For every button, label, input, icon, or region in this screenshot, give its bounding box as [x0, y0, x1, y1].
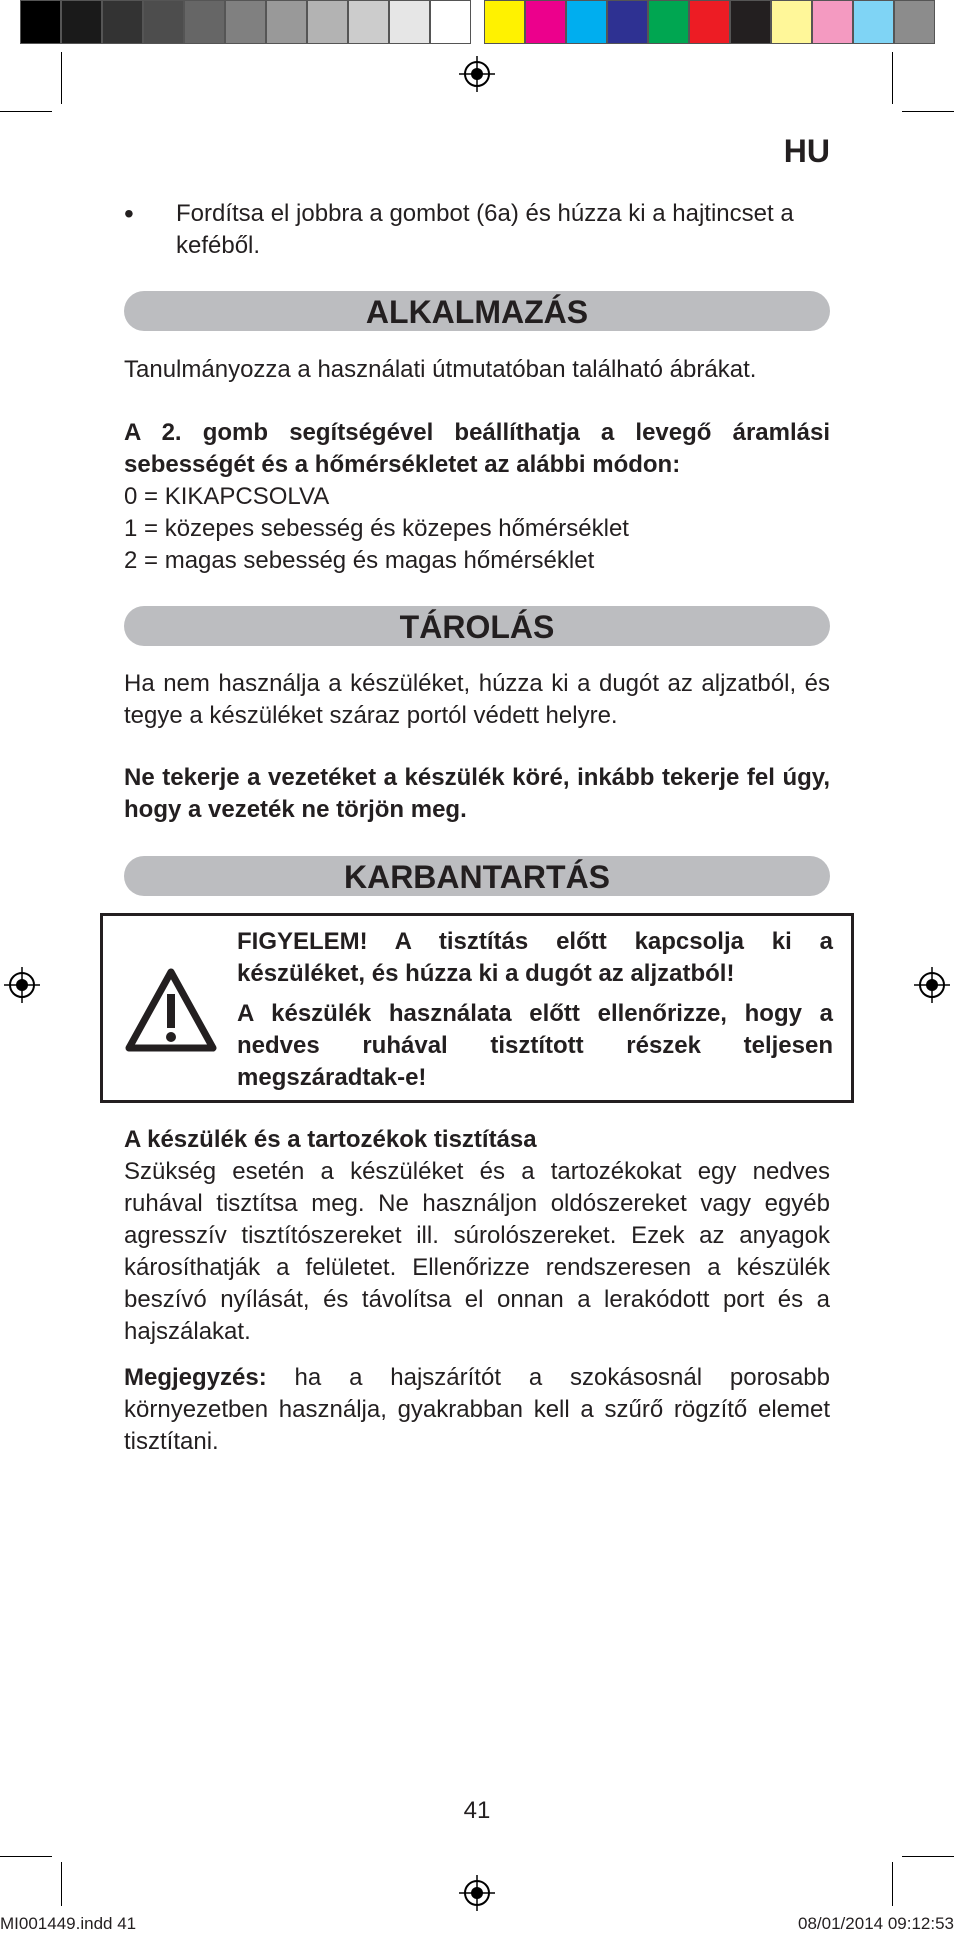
page-number: 41: [463, 1797, 491, 1824]
section-heading-application: ALKALMAZÁS: [124, 291, 830, 331]
crop-mark: [892, 1862, 893, 1906]
section-heading-maintenance: KARBANTARTÁS: [124, 856, 830, 896]
color-swatch: [730, 0, 771, 44]
registration-mark-icon: [459, 56, 495, 92]
color-swatch: [307, 0, 348, 44]
crop-mark: [0, 111, 52, 112]
color-swatch: [894, 0, 935, 44]
storage-text: Ha nem használja a készüléket, húzza ki a dugót az aljzatból, és tegye a készüléket száraz portól védett helyre.: [124, 670, 830, 729]
language-code: HU: [783, 133, 830, 169]
warning-line: A készülék használata előtt ellenőrizze, hogy a nedves ruhával tisztított részek teljesen megszáradtak-e!: [237, 1000, 833, 1091]
cleaning-title: A készülék és a tartozékok tisztítása: [124, 1126, 537, 1153]
registration-mark-icon: [914, 967, 950, 1003]
crop-mark: [902, 111, 954, 112]
color-swatch: [20, 0, 61, 44]
color-swatch: [184, 0, 225, 44]
color-swatch: [607, 0, 648, 44]
section-heading-storage: TÁROLÁS: [124, 606, 830, 646]
application-intro: Tanulmányozza a használati útmutatóban található ábrákat.: [124, 356, 757, 383]
color-swatch: [853, 0, 894, 44]
setting-item: 1 = közepes sebesség és közepes hőmérséklet: [124, 515, 629, 542]
warning-line: FIGYELEM! A tisztítás előtt kapcsolja ki a készüléket, és húzza ki a dugót az aljzatból!: [237, 928, 833, 987]
maintenance-note: [124, 1362, 830, 1458]
color-swatch: [348, 0, 389, 44]
bullet-text: Fordítsa el jobbra a gombot (6a) és húzza ki a hajtincset a keféből.: [176, 200, 794, 259]
crop-mark: [61, 1862, 62, 1906]
note-label: Megjegyzés:: [124, 1364, 267, 1391]
note-text: ha a hajszárítót a szokásosnál porosabb környezetben használja, gyakrabban kell a szűrő rögzítő elemet tisztítani.: [124, 1364, 830, 1455]
crop-mark: [0, 1856, 52, 1857]
settings-lead: A 2. gomb segítségével beállíthatja a levegő áramlási sebességét és a hőmérsékletet az alábbi módon:: [124, 419, 830, 478]
cleaning-text: Szükség esetén a készüléket és a tartozékokat egy nedves ruhával tisztítsa meg. Ne használjon oldószereket vagy egyéb agresszív tisztítószereket ill. súrolószereket. Ezek az anyagok károsíthatják a felületet. Ellenőrizze rendszeresen a készülék beszívó nyílását, és távolítsa el onnan a lerakódott port és a hajszálakat.: [124, 1158, 830, 1345]
footer-timestamp: 08/01/2014 09:12:53: [798, 1914, 954, 1933]
bullet-item: [124, 198, 830, 262]
color-swatch: [484, 0, 525, 44]
registration-mark-icon: [4, 967, 40, 1003]
process-color-bar: [484, 0, 935, 44]
setting-item: 0 = KIKAPCSOLVA: [124, 483, 330, 510]
color-swatch: [771, 0, 812, 44]
registration-mark-icon: [459, 1875, 495, 1911]
storage-warning: Ne tekerje a vezetéket a készülék köré, inkább tekerje fel úgy, hogy a vezeték ne törjön meg.: [124, 764, 830, 823]
color-swatch: [61, 0, 102, 44]
warning-text: [237, 926, 833, 1102]
settings-list: [124, 481, 830, 577]
color-swatch: [566, 0, 607, 44]
color-swatch: [812, 0, 853, 44]
crop-mark: [61, 52, 62, 104]
crop-mark: [902, 1856, 954, 1857]
warning-box: [100, 913, 854, 1103]
color-swatch: [648, 0, 689, 44]
setting-item: 2 = magas sebesség és magas hőmérséklet: [124, 547, 595, 574]
color-swatch: [525, 0, 566, 44]
grayscale-color-bar: [20, 0, 471, 44]
crop-mark: [892, 52, 893, 104]
color-swatch: [225, 0, 266, 44]
color-swatch: [102, 0, 143, 44]
footer-filename: MI001449.indd 41: [0, 1914, 137, 1933]
bullet-icon: •: [124, 198, 134, 229]
color-swatch: [389, 0, 430, 44]
warning-triangle-icon: [123, 966, 219, 1054]
color-swatch: [430, 0, 471, 44]
color-swatch: [266, 0, 307, 44]
color-swatch: [143, 0, 184, 44]
color-swatch: [689, 0, 730, 44]
